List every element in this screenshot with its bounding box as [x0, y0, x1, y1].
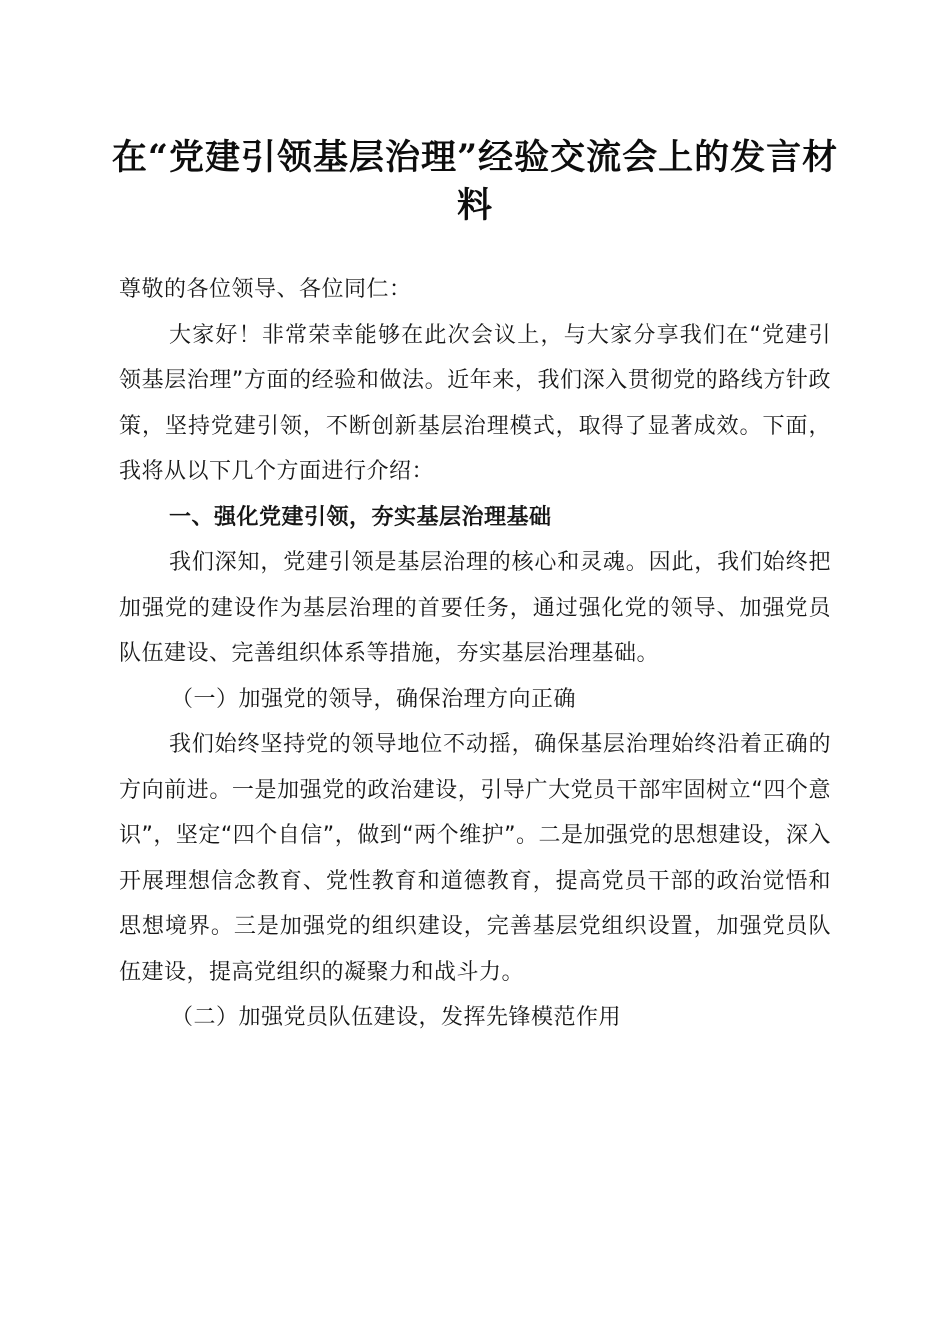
document-title: 在“党建引领基层治理”经验交流会上的发言材料 — [111, 137, 839, 226]
section-1-paragraph: 我们深知，党建引领是基层治理的核心和灵魂。因此，我们始终把加强党的建设作为基层治理的首要任务，通过强化党的领导、加强党员队伍建设、完善组织体系等措施，夯实基层治理基础。 — [119, 550, 831, 666]
subsection-1-paragraph: 我们始终坚持党的领导地位不动摇，确保基层治理始终沿着正确的方向前进。一是加强党的政治建设，引导广大党员干部牢固树立“四个意识”，坚定“四个自信”，做到“两个维护”。二是加强党的思想建设，深入开展理想信念教育、党性教育和道德教育，提高党员干部的政治觉悟和思想境界。三是加强党的组织建设，完善基层党组织设置，加强党员队伍建设，提高党组织的凝聚力和战斗力。 — [119, 732, 831, 985]
intro-paragraph: 大家好！非常荣幸能够在此次会议上，与大家分享我们在“党建引领基层治理”方面的经验和做法。近年来，我们深入贯彻党的路线方针政策，坚持党建引领，不断创新基层治理模式，取得了显著成效。下面，我将从以下几个方面进行介绍： — [119, 322, 831, 484]
subsection-1-heading: （一）加强党的领导，确保治理方向正确 — [171, 686, 577, 712]
section-1-heading: 一、强化党建引领，夯实基层治理基础 — [169, 504, 552, 530]
subsection-2-heading: （二）加强党员队伍建设，发挥先锋模范作用 — [171, 1005, 622, 1030]
document-body — [119, 267, 831, 1041]
salutation: 尊敬的各位领导、各位同仁： — [119, 277, 412, 302]
